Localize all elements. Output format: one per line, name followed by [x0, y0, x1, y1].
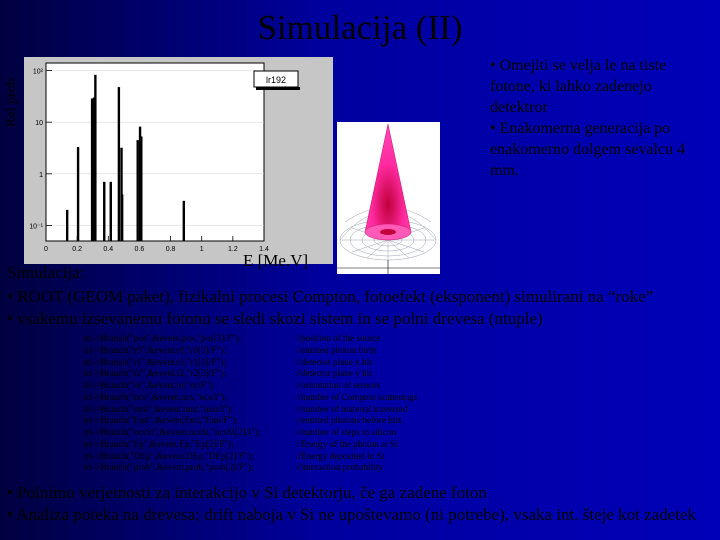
right-bullet-1: • Omejiti se velja le na tiste fotone, ki lahko zadenejo detektror	[490, 57, 667, 116]
histogram-bar	[110, 182, 112, 241]
code-line	[84, 427, 484, 439]
code-comment: //orientation of sensors	[296, 380, 381, 390]
code-line	[84, 462, 484, 474]
code-line	[84, 380, 484, 392]
simulation-bullet-1: • ROOT (GEOM paket), fizikalni procesi Compton, fotoefekt (eksponent) simulirani na “roke”	[7, 287, 654, 306]
code-text: tri->Branch("pos",&event.pos,"pos[3]/F");	[84, 333, 242, 343]
code-text: tri->Branch("Emi",&event.Emi,"Emi/F");	[84, 415, 239, 426]
code-comment: //number of Compton scatterings	[296, 391, 418, 402]
histogram-y-label: Rel prob	[4, 78, 19, 128]
conclusion-bullet-1: • Polnimo verjetnosti za interakcijo v Si detektorju, če ga zadene foton	[7, 483, 487, 502]
code-comment: //emitted photons before hits	[296, 415, 402, 426]
histogram-bar	[94, 75, 96, 241]
histogram-bar	[140, 136, 142, 241]
histogram-svg	[24, 57, 333, 264]
histogram-bar	[121, 194, 123, 241]
y-tick-label: 10⁻¹	[29, 223, 43, 231]
right-bullet-2: • Enakomerna generacija po enakomerno dolgem sevalcu 4 mm.	[490, 120, 686, 179]
code-comment: //detector plane x hit	[296, 356, 372, 367]
code-text: tri->Branch("r2",&event.r2,"r2[3]/F");	[84, 368, 226, 379]
simulation-bullet-2: • vsakemu izsevanemu fotonu se sledi skozi sistem in se polni drevesa (ntuple)	[7, 309, 543, 328]
code-line	[84, 439, 484, 451]
x-tick-label: 0.6	[134, 246, 145, 253]
code-line	[84, 345, 484, 357]
y-tick-label: 10²	[32, 68, 43, 76]
code-line	[84, 357, 484, 369]
x-tick-label: 0	[44, 246, 48, 253]
histogram-bar	[137, 140, 139, 241]
histogram-bar	[118, 87, 120, 241]
code-text: tri->Branch("Ep",&event.Ep,"Ep[2]/F");	[84, 438, 234, 449]
code-line	[84, 451, 484, 463]
x-tick-label: 0.2	[72, 246, 83, 253]
conclusion-bullet-2: • Analiza poteka na drevesa; drift naboja v Si ne upoštevamo (ni potrebe), vsaka int. šteje kot zadetek	[7, 505, 697, 524]
legend-label: lr192	[265, 75, 287, 85]
code-comment: //Energy deposited in Si	[296, 450, 385, 461]
histogram-legend	[254, 71, 300, 90]
histogram-bar	[66, 210, 68, 241]
code-text: tri->Branch("prob",&event.prob,"prob[2]/F");	[84, 462, 254, 473]
y-tick-label: 1	[39, 171, 43, 179]
code-line	[84, 368, 484, 380]
code-text: tri->Branch("r1",&event.r1,"r1[3]/F");	[84, 356, 226, 367]
code-line	[84, 404, 484, 416]
code-line	[84, 392, 484, 404]
code-listing	[84, 333, 484, 474]
x-tick-label: 1	[199, 246, 204, 253]
code-comment: //number of material traversed	[296, 403, 408, 414]
code-comment: //detector plane y hit	[296, 368, 372, 379]
code-text: tri->Branch("ncs",&event.ncs,"ncs/I");	[84, 391, 227, 402]
y-tick-label: 10	[35, 120, 43, 128]
code-comment: //Energy of the photon at Si	[296, 438, 398, 449]
slide-title: Simulacija (II)	[257, 8, 463, 47]
code-line	[84, 415, 484, 427]
code-comment: //position of the source	[296, 333, 381, 343]
code-comment: //emitted photon birth	[296, 344, 377, 355]
conclusion-bullet-list	[7, 482, 719, 526]
code-text: tri->Branch("DEp",&event.DEp,"DEp[2]/F");	[84, 450, 254, 461]
histogram-bar	[77, 147, 79, 241]
x-tick-label: 0.8	[165, 246, 176, 253]
simulation-heading: Simulacija:	[7, 263, 85, 282]
x-tick-label: 0.4	[103, 246, 114, 253]
code-text: tri->Branch("ncsSi",&event.ncsSi,"ncsSi[2]/I");	[84, 427, 261, 437]
code-text: tri->Branch("or",&event.or,"or/F");	[84, 380, 215, 390]
histogram-bar	[183, 201, 185, 241]
x-tick-label: 1.2	[227, 246, 238, 253]
simulation-bullet-list	[7, 286, 719, 330]
histogram-bar	[103, 182, 105, 241]
code-comment: //number of steps in silicon	[296, 427, 397, 437]
code-text: tri->Branch("r0",&event.r0,"r0[3]/F");	[84, 344, 226, 355]
histogram-plot	[24, 57, 333, 264]
detector-cone-image	[337, 122, 440, 274]
right-bullet-list	[490, 55, 710, 181]
code-comment: //interaction probability	[296, 462, 384, 473]
x-tick-label: 1.4	[259, 246, 269, 253]
cone-svg	[337, 122, 440, 274]
code-line	[84, 333, 484, 345]
code-text: tri->Branch("nmt",&event.nmt,"nmt/I");	[84, 403, 234, 414]
emission-cone	[365, 124, 411, 239]
histogram-x-label: E [Me.V]	[243, 251, 309, 270]
